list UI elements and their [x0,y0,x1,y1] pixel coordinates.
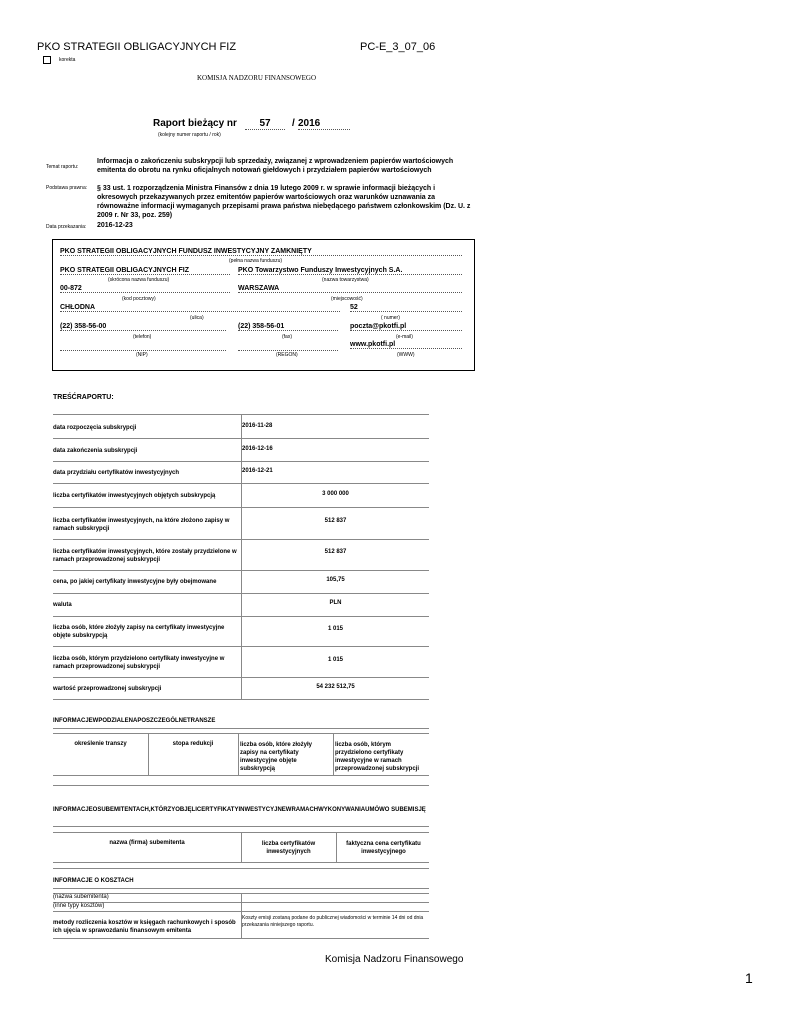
footer-authority: Komisja Nadzoru Finansowego [325,954,464,965]
row-label: liczba certyfikatów inwestycyjnych objętych subskrypcją [53,493,216,499]
tranches-title: INFORMACJEWPODZIALENAPOSZCZEGÓLNETRANSZE [53,718,216,724]
legal-basis-text: § 33 ust. 1 rozporządzenia Ministra Finansów z dnia 19 lutego 2009 r. w sprawie informacji bieżących i okresowych przekazywanych przez emitentów papierów wartościowych oraz warunków uznawania za równoważne informacji wymaganych przepisami prawa państwa niebędącego państwem członkowskim (Dz. U. z 2009 r. Nr 33, poz. 259) [97,185,471,219]
subissuers-title: INFORMACJEOSUBEMITENTACH,KTÓRZYOBJĘLICERTYFIKATYINWESTYCYJNEWRAMACHWYKONYWANIAUMÓWO SUBEMISJĘ [53,807,426,813]
row-value: 512 837 [324,549,347,555]
report-title: Raport bieżący nr [153,118,237,129]
page-number: 1 [745,970,753,986]
costs-other-row: (inne typy kosztów) [53,903,105,909]
row-label: data przydziału certyfikatów inwestycyjnych [53,470,180,476]
fund-full-name: PKO STRATEGII OBLIGACYJNYCH FUNDUSZ INWESTYCYJNY ZAMKNIĘTY [60,248,462,256]
nip-label: (NIP) [136,352,148,358]
city: WARSZAWA [238,285,462,293]
company-name: PKO Towarzystwo Funduszy Inwestycyjnych S.A. [238,267,462,275]
subissuer-col-count: liczba certyfikatów inwestycyjnych [261,841,316,855]
tranche-col-name: określenie transzy [74,741,127,747]
row-value: 105,75 [326,577,345,583]
row-value: 2016-11-28 [242,423,273,429]
website[interactable]: www.pkotfi.pl [350,341,462,349]
phone-label: (telefon) [133,334,152,340]
fund-title: PKO STRATEGII OBLIGACYJNYCH FIZ [37,41,237,53]
subissuer-col-name: nazwa (firma) subemitenta [109,840,185,846]
authority-heading: KOMISJA NADZORU FINANSOWEGO [197,74,317,82]
building-number-label: ( numer) [381,315,400,321]
row-label: wartość przeprowadzonej subskrypcji [53,686,162,692]
postal-code-label: (kod pocztowy) [122,296,156,302]
regon-label: (REGON) [276,352,298,358]
street: CHŁODNA [60,304,340,312]
report-number: 57 [245,118,285,130]
phone: (22) 358-56-00 [60,323,226,331]
costs-method-label: metody rozliczenia kosztów w księgach rachunkowych i sposób ich ujęcia w sprawozdaniu finansowym emitenta [53,920,236,934]
row-label: data zakończenia subskrypcji [53,448,138,454]
fax-label: (fax) [282,334,292,340]
company-name-label: (nazwa towarzystwa) [322,277,369,283]
topic-text: Informacja o zakończeniu subskrypcji lub sprzedaży, związanej z wprowadzeniem papierów wartościowych emitenta do obrotu na rynku oficjalnych notowań giełdowych i przydziałem papierów wartościowych [97,158,454,174]
report-year: 2016 [298,118,350,130]
tranche-col-applicants: liczba osób, które złożyły zapisy na certyfikaty inwestycyjne objęte subskrypcją [240,742,313,772]
row-value: PLN [329,600,342,606]
fund-short-name-label: (skrócona nazwa funduszu) [108,277,170,283]
row-label: liczba certyfikatów inwestycyjnych, na które złożono zapisy w ramach subskrypcji [53,518,230,532]
email[interactable]: poczta@pkotfi.pl [350,323,462,331]
building-number: 52 [350,304,462,312]
nip-line [60,349,226,351]
street-label: (ulica) [190,315,204,321]
document-code: PC-E_3_07_06 [360,41,436,53]
row-label: liczba certyfikatów inwestycyjnych, które zostały przydzielone w ramach przeprowadzonej subskrypcji [53,549,237,563]
topic-label: Temat raportu: [46,164,79,170]
row-label: liczba osób, którym przydzielono certyfikaty inwestycyjne w ramach przeprowadzonej subskrypcji [53,656,225,670]
city-label: (miejscowość) [331,296,363,302]
regon-line [238,349,338,351]
correction-checkbox[interactable] [43,56,51,64]
tranche-col-allotted: liczba osób, którym przydzielono certyfikaty inwestycyjne w ramach przeprowadzonej subskrypcji [335,742,420,772]
postal-code: 00-872 [60,285,230,293]
report-subtitle: (kolejny numer raportu / rok) [158,132,221,138]
row-label: cena, po jakiej certyfikaty inwestycyjne były obejmowane [53,579,217,585]
row-value: 54 232 512,75 [316,684,355,690]
submission-date: 2016-12-23 [97,222,133,229]
email-label: (e-mail) [396,334,413,340]
subissuer-col-price: faktyczna cena certyfikatu inwestycyjnego [346,841,421,855]
row-value: 3 000 000 [322,491,349,497]
fax: (22) 358-56-01 [238,323,338,331]
legal-basis-label: Podstawa prawna: [46,185,88,191]
report-slash: / [292,118,295,129]
fund-short-name: PKO STRATEGII OBLIGACYJNYCH FIZ [60,267,230,275]
tranche-col-reduction: stopa redukcji [172,741,214,747]
costs-title: INFORMACJE O KOSZTACH [53,878,134,884]
correction-label: korekta [59,57,76,63]
costs-subissuer-row: (nazwa subemitenta) [53,894,109,900]
costs-method-value: Koszty emisji zostaną podane do publicznej wiadomości w terminie 14 dni od dnia przekazania niniejszego raportu. [242,915,424,928]
row-label: data rozpoczęcia subskrypcji [53,425,137,431]
row-value: 1 015 [327,657,343,663]
row-value: 2016-12-21 [242,468,273,474]
row-value: 512 837 [324,518,347,524]
content-title: TREŚĆRAPORTU: [53,394,114,401]
row-label: liczba osób, które złożyły zapisy na certyfikaty inwestycyjne objęte subskrypcją [53,625,225,639]
row-value: 2016-12-16 [242,446,273,452]
row-label: waluta [53,602,72,608]
row-value: 1 015 [327,626,343,632]
fund-full-name-label: (pełna nazwa funduszu) [229,258,283,264]
date-label: Data przekazania: [46,224,87,230]
website-label: (WWW) [397,352,415,358]
